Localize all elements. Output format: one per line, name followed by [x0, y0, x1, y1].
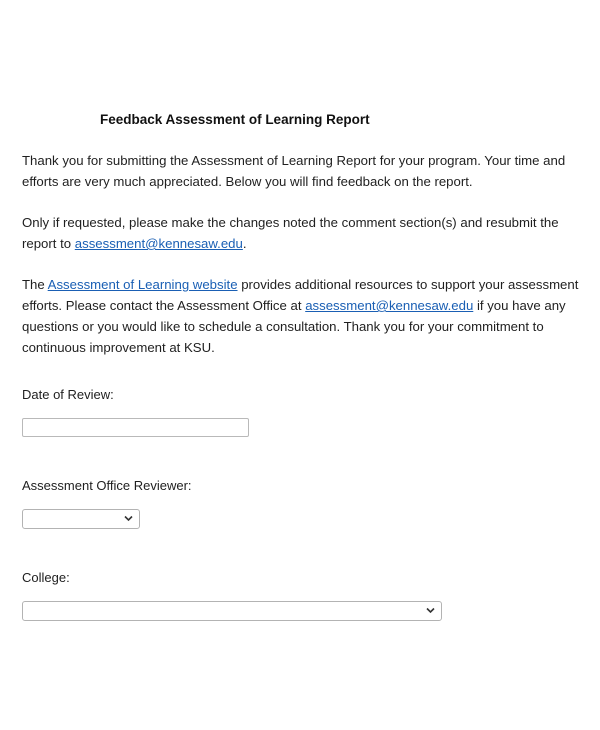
resources-prefix: The — [22, 277, 48, 292]
chevron-down-icon — [124, 515, 133, 522]
college-select[interactable] — [22, 601, 442, 621]
intro-paragraph: Thank you for submitting the Assessment of Learning Report for your program. Your time and efforts are very much appreciated. Below you will find feedback on the report. — [22, 153, 566, 189]
resubmit-text: Only if requested, please make the changes noted the comment section(s) and resubmit the report to — [22, 215, 559, 251]
resources-paragraph — [22, 274, 582, 358]
chevron-down-icon — [426, 607, 435, 614]
resubmit-paragraph — [22, 212, 582, 254]
college-label: College: — [22, 570, 70, 585]
resources-suffix: if you have any questions or you would like to schedule a consultation. Thank you for your commitment to continuous improvement at KSU. — [22, 298, 566, 355]
date-of-review-input[interactable] — [22, 418, 249, 437]
date-of-review-label: Date of Review: — [22, 387, 114, 402]
feedback-report-page — [22, 110, 582, 621]
page-title: Feedback Assessment of Learning Report — [100, 112, 370, 127]
resubmit-end: . — [242, 236, 247, 251]
reviewer-select[interactable] — [22, 509, 140, 529]
assessment-website-link[interactable]: Assessment of Learning website — [47, 277, 238, 292]
reviewer-label: Assessment Office Reviewer: — [22, 478, 192, 493]
contact-email-link[interactable]: assessment@kennesaw.edu — [305, 298, 474, 313]
resubmit-email-link[interactable]: assessment@kennesaw.edu — [74, 236, 243, 251]
resources-middle: provides additional resources to support your assessment efforts. Please contact the Assessment Office at — [22, 277, 579, 313]
